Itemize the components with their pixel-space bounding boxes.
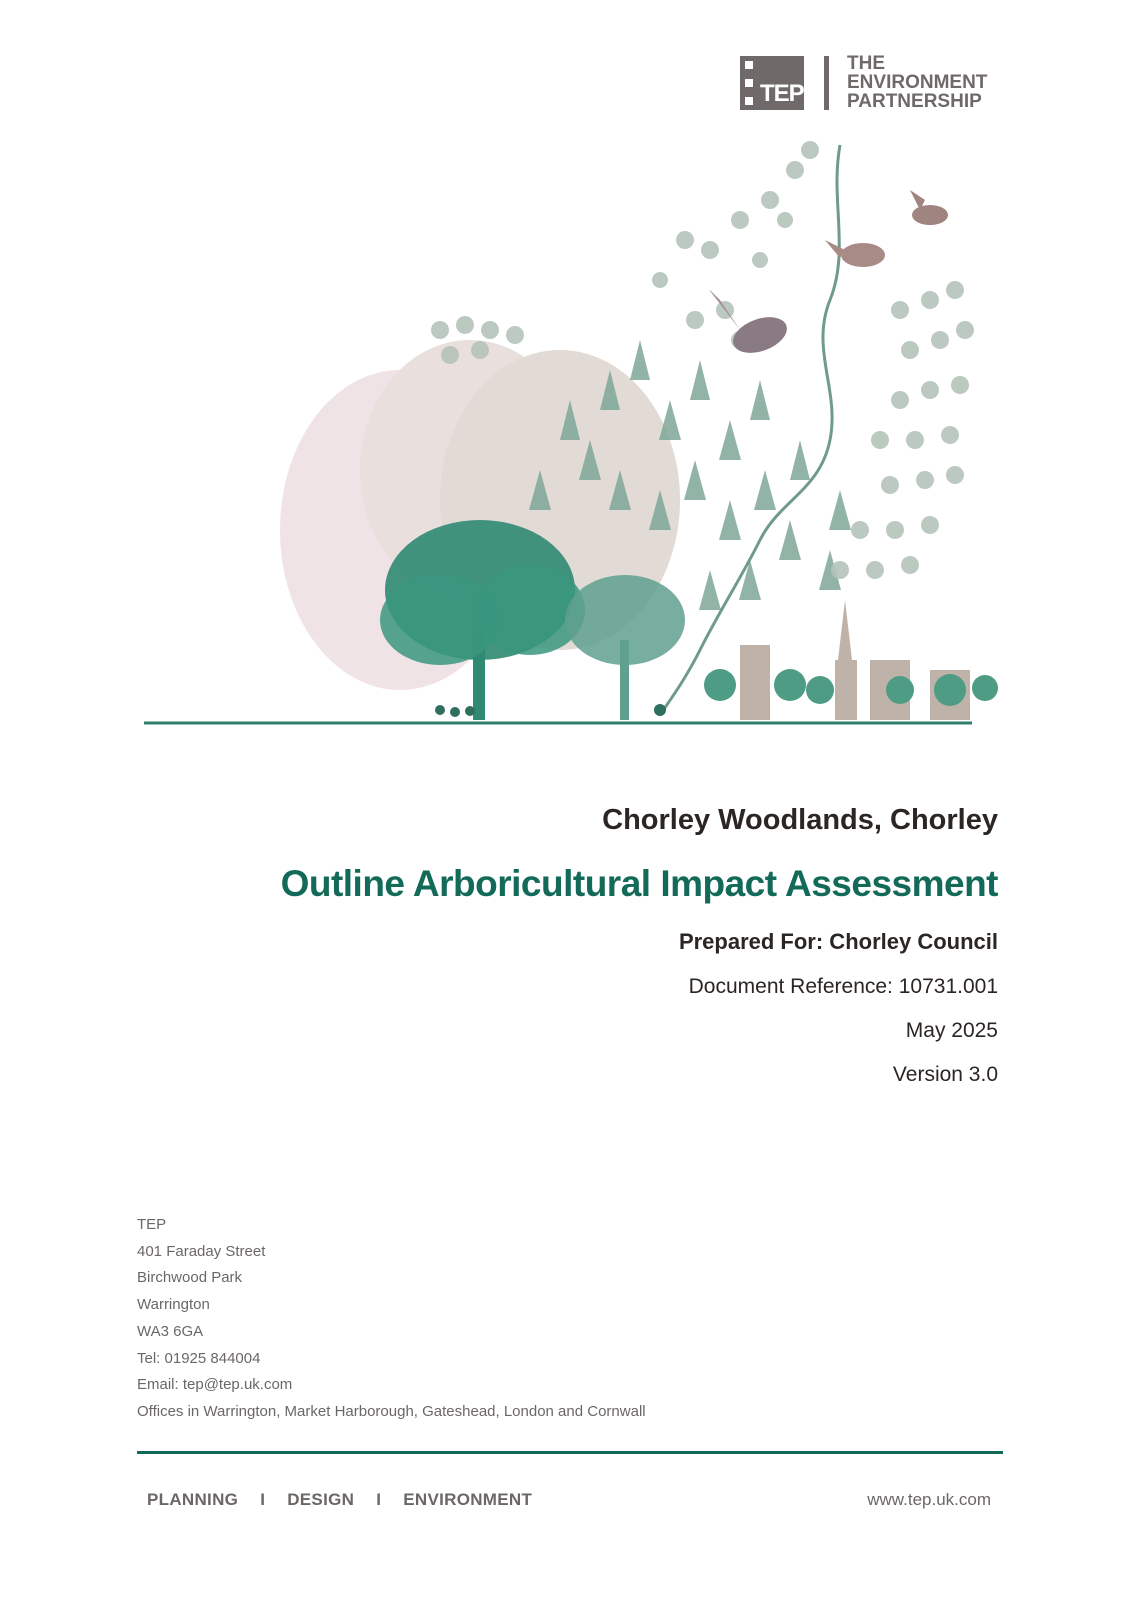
address-line: TEP (137, 1216, 167, 1233)
document-date: May 2025 (905, 1019, 998, 1042)
winding-path (660, 145, 840, 715)
title-block (281, 804, 998, 1087)
document-reference: Document Reference: 10731.001 (688, 975, 998, 998)
footer-website: www.tep.uk.com (867, 1490, 991, 1509)
footer-separator: I (376, 1490, 382, 1509)
site-title: Chorley Woodlands, Chorley (602, 804, 998, 836)
address-line: 401 Faraday Street (137, 1242, 266, 1260)
logo-wordmark (847, 54, 987, 111)
footer-environment: ENVIRONMENT (403, 1490, 533, 1509)
prepared-for: Prepared For: Chorley Council (678, 929, 998, 954)
document-version: Version 3.0 (892, 1063, 998, 1086)
document-title: Outline Arboricultural Impact Assessment (280, 863, 998, 904)
address-line: Birchwood Park (137, 1269, 243, 1287)
footer-design: DESIGN (287, 1490, 355, 1509)
footer-tagline (147, 1490, 532, 1510)
address-email: Email: tep@tep.uk.com (137, 1376, 293, 1394)
woodland-birds-illustration-icon (140, 140, 1000, 755)
footer-separator: I (260, 1490, 266, 1509)
address-offices: Offices in Warrington, Market Harborough, Gateshead, London and Cornwall (137, 1402, 646, 1420)
people-silhouettes (435, 704, 666, 717)
logo-mark-text: TEP (760, 80, 804, 107)
address-line: WA3 6GA (137, 1322, 204, 1340)
footer-planning: PLANNING (147, 1490, 239, 1509)
address-line: Warrington (137, 1296, 210, 1314)
logo-line-2: ENVIRONMENT (847, 72, 988, 93)
tep-logo (740, 53, 1000, 114)
footer-rule (137, 1451, 1003, 1454)
logo-line-3: PARTNERSHIP (847, 91, 982, 112)
logo-divider (824, 56, 829, 110)
tep-logo-mark (740, 56, 804, 110)
address-telephone: Tel: 01925 844004 (137, 1349, 261, 1367)
company-address (137, 1212, 646, 1426)
town-skyline (740, 600, 970, 720)
logo-line-1: THE (847, 53, 885, 74)
